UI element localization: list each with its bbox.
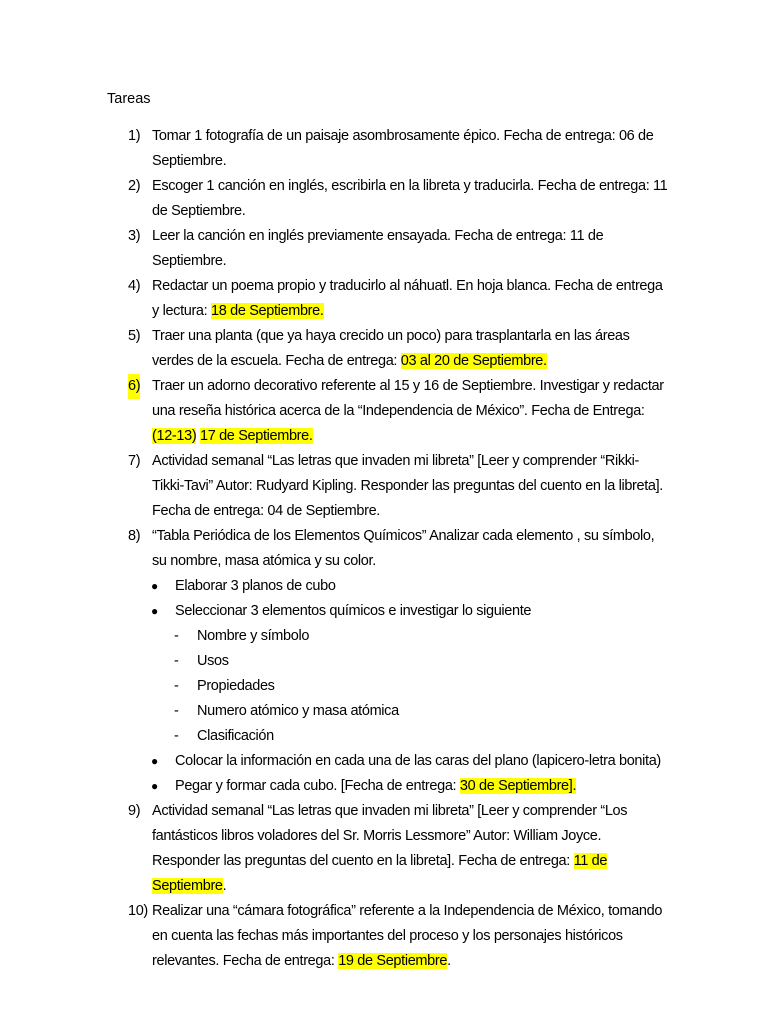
bullet-icon: ●	[151, 754, 158, 768]
list-item	[0, 174, 768, 224]
item-number: 5)	[128, 328, 141, 344]
item-text: Realizar una “cámara fotográfica” referente a la Independencia de México, tomando en cuenta las fechas más importantes del proceso y los personajes históricos relevantes. Fecha de entrega:	[152, 903, 663, 969]
item-number: 3)	[128, 228, 141, 244]
item-text: “Tabla Periódica de los Elementos Químicos” Analizar cada elemento , su símbolo, su nombre, masa atómica y su color.	[152, 528, 655, 569]
item-text: Tomar 1 fotografía de un paisaje asombrosamente épico. Fecha de entrega: 06 de Septiembre.	[152, 128, 654, 169]
item-number: 6)	[128, 374, 140, 399]
list-item	[0, 324, 768, 374]
item-number: 2)	[128, 178, 141, 194]
item-tail: .	[447, 953, 451, 969]
dash-icon: -	[174, 678, 179, 694]
list-item	[0, 799, 768, 899]
item-number: 10)	[128, 903, 148, 919]
task-list	[0, 124, 768, 974]
item-number: 8)	[128, 528, 141, 544]
highlighted-date: 30 de Septiembre].	[459, 778, 577, 794]
highlighted-date: 19 de Septiembre	[338, 953, 448, 969]
sub-bullet-item	[0, 674, 768, 699]
list-item	[0, 374, 768, 449]
highlighted-date: 11 de Septiembre	[152, 853, 608, 894]
item-text: Redactar un poema propio y traducirlo al náhuatl. En hoja blanca. Fecha de entrega y lectura:	[152, 278, 663, 319]
item-text: Traer un adorno decorativo referente al 15 y 16 de Septiembre. Investigar y redactar una reseña histórica acerca de la “Independencia de México”. Fecha de Entrega:	[152, 378, 664, 419]
sub-bullet-text: Clasificación	[197, 728, 274, 744]
item-text: Leer la canción en inglés previamente ensayada. Fecha de entrega: 11 de Septiembre.	[152, 228, 604, 269]
highlighted-date: (12-13)	[152, 428, 197, 444]
page-title: Tareas	[107, 91, 151, 107]
list-item	[0, 899, 768, 974]
bullet-text: Pegar y formar cada cubo. [Fecha de entrega:	[175, 778, 460, 794]
bullet-text: Elaborar 3 planos de cubo	[175, 578, 336, 594]
sub-bullet-text: Nombre y símbolo	[197, 628, 310, 644]
bullet-item	[0, 599, 768, 624]
bullet-text: Seleccionar 3 elementos químicos e investigar lo siguiente	[175, 603, 532, 619]
highlighted-date: 18 de Septiembre.	[211, 303, 324, 319]
item-text: Escoger 1 canción en inglés, escribirla en la libreta y traducirla. Fecha de entrega: 11 de Septiembre.	[152, 178, 668, 219]
sub-bullet-text: Numero atómico y masa atómica	[197, 703, 399, 719]
item-number: 7)	[128, 453, 141, 469]
list-item	[0, 224, 768, 274]
highlighted-date: 03 al 20 de Septiembre.	[400, 353, 547, 369]
bullet-icon: ●	[151, 779, 158, 793]
item-number: 9)	[128, 803, 141, 819]
sub-bullet-text: Usos	[197, 653, 229, 669]
sub-bullet-item	[0, 699, 768, 724]
bullet-item	[0, 574, 768, 599]
bullet-item	[0, 749, 768, 774]
list-item	[0, 449, 768, 524]
sub-bullet-item	[0, 724, 768, 749]
item-number: 4)	[128, 278, 141, 294]
dash-icon: -	[174, 728, 179, 744]
item-number: 1)	[128, 128, 141, 144]
sub-bullet-item	[0, 649, 768, 674]
list-item	[0, 124, 768, 174]
bullet-icon: ●	[151, 604, 158, 618]
sub-bullet-item	[0, 624, 768, 649]
item-tail: .	[222, 878, 227, 894]
bullet-item	[0, 774, 768, 799]
list-item	[0, 274, 768, 324]
item-text: Traer una planta (que ya haya crecido un poco) para trasplantarla en las áreas verdes de la escuela. Fecha de entrega:	[152, 328, 630, 369]
bullet-icon: ●	[151, 579, 158, 593]
list-item	[0, 524, 768, 574]
item-text: Actividad semanal “Las letras que invaden mi libreta” [Leer y comprender “Rikki-Tikki-Tavi” Autor: Rudyard Kipling. Responder las preguntas del cuento en la libreta]. Fecha de entrega: 04 de Septiembre.	[152, 453, 663, 519]
highlighted-date: 17 de Septiembre.	[199, 428, 313, 444]
item-text: Actividad semanal “Las letras que invaden mi libreta” [Leer y comprender “Los fantásticos libros voladores del Sr. Morris Lessmore” Autor: William Joyce. Responder las preguntas del cuento en la libreta]. Fecha de entrega:	[152, 803, 628, 869]
sub-bullet-text: Propiedades	[197, 678, 275, 694]
dash-icon: -	[174, 653, 179, 669]
dash-icon: -	[174, 628, 179, 644]
dash-icon: -	[174, 703, 179, 719]
bullet-text: Colocar la información en cada una de las caras del plano (lapicero-letra bonita)	[175, 753, 661, 769]
